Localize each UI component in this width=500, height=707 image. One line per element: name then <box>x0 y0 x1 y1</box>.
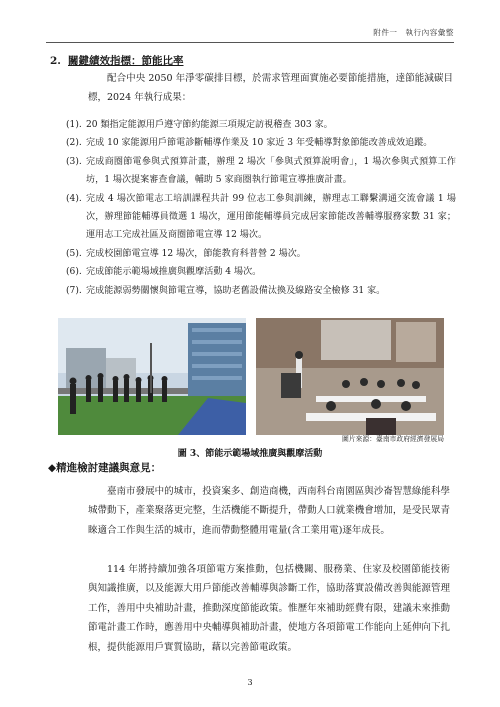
figure-credit: 圖片來源：臺南市政府經濟發展局 <box>342 435 444 443</box>
review-paragraph: 114 年將持續加強各項節電方案推動，包括機關、服務業、住家及校園節能技術與知識推廣，以及能源大用戶節能改善輔導與診斷工作，協助落實設備改善與能源管理工作，善用中央補助計畫，推動深度節能政策。惟歷年來補助經費有限，建議未來推動節電計畫工作時，應善用中央輔導與補助計畫，使地方各項節電工作能向上延伸向下扎根，提供能源用戶實質協助，藉以完善節電政策。 <box>88 564 450 653</box>
list-item: (1). 20 類指定能源用戶遵守節約能源三項規定訪視稽查 303 家。 <box>66 120 333 130</box>
page-number: 3 <box>247 678 253 687</box>
list-item: (6). 完成節能示範場域推廣與觀摩活動 4 場次。 <box>66 267 262 278</box>
list-item: (4). 完成 4 場次節電志工培訓課程共計 99 位志工參與訓練，辦理志工聯繫溝通交流會議 1 場次，辦理節能輔導員徵選 1 場次，運用節能輔導員完成居家節能改善輔導服務家數 31 家；運用志工完成社區及商圈節電宣導 12 場次。 <box>66 193 456 241</box>
section-title: 關鍵績效指標：節能比率 <box>68 55 184 67</box>
figure-caption: 圖 3、節能示範場域推廣與觀摩活動 <box>177 449 323 459</box>
section-heading <box>50 53 184 68</box>
list-item: (3). 完成商圈節電參與式預算計畫，辦理 2 場次「參與式預算說明會」，1 場次參與式預算工作坊，1 場次提案審查會議，輔助 5 家商圈執行節電宣導推廣計畫。 <box>66 156 456 186</box>
section-intro: 配合中央 2050 年淨零碳排目標，於需求管理面實施必要節能措施，達節能減碳目標，2024 年執行成果： <box>88 73 453 103</box>
review-heading: ◆精進檢討建議與意見： <box>48 462 162 474</box>
photo-rooftop-tour <box>58 318 246 435</box>
header-divider <box>46 42 454 43</box>
figure-photos <box>58 318 444 435</box>
header-title: 執行內容彙整 <box>405 28 454 37</box>
section-number: 2. <box>50 55 61 67</box>
photo-seminar <box>256 318 444 435</box>
results-list <box>66 116 456 300</box>
list-item: (5). 完成校園節電宣導 12 場次，節能教育科普營 2 場次。 <box>66 248 306 259</box>
list-item: (7). 完成能源弱勢關懷與節電宣導，協助老舊設備汰換及線路安全檢修 31 家。 <box>66 285 386 296</box>
review-paragraph: 臺南市發展中的城市，投資案多、創造商機，西南科台南園區與沙崙智慧綠能科學城帶動下，產業聚落更完整，生活機能不斷提升，帶動人口就業機會增加，是受民眾青睞適合工作與生活的城市，進而帶動整體用電量(含工業用電)逐年成長。 <box>88 486 450 536</box>
header-appendix: 附件一 <box>373 28 398 37</box>
list-item: (2). 完成 10 家能源用戶節電診斷輔導作業及 10 家近 3 年受輔導對象節能改善成效追蹤。 <box>66 138 433 149</box>
page-header <box>368 27 454 38</box>
